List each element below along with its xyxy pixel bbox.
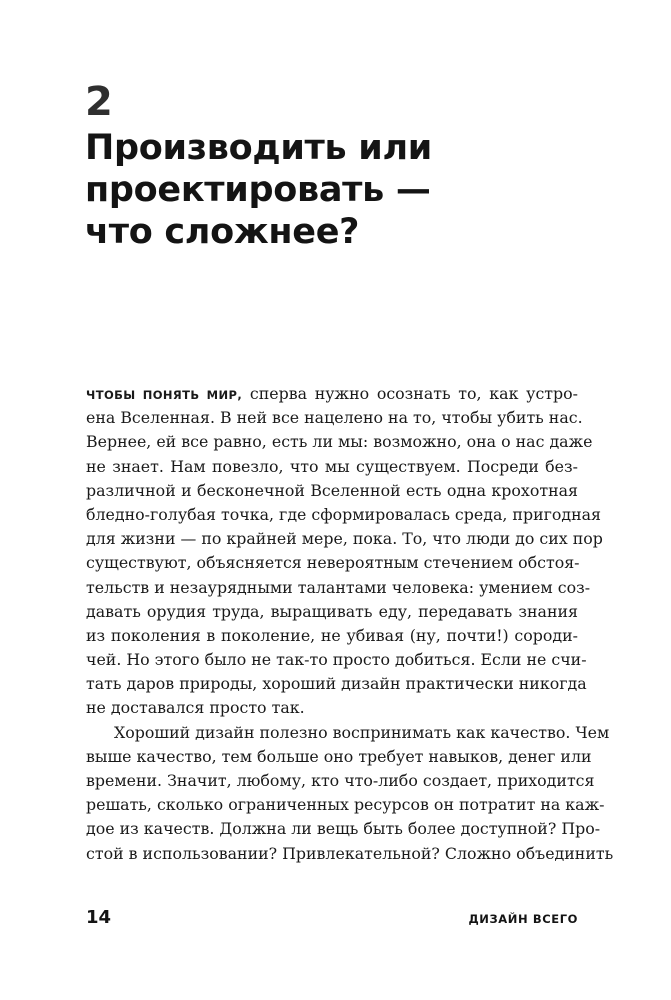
body-line: не знает. Нам повезло, что мы существуем. Посреди без-: [86, 456, 578, 476]
running-head: ДИЗАЙН ВСЕГО: [468, 912, 578, 926]
body-line: различной и бесконечной Вселенной есть одна крохотная: [86, 480, 578, 500]
chapter-title-line: что сложнее?: [85, 212, 360, 252]
body-line: времени. Значит, любому, кто что-либо создает, приходится: [86, 771, 595, 790]
chapter-number: 2: [85, 79, 113, 125]
body-line: для жизни — по крайней мере, пока. То, что люди до сих пор: [86, 529, 603, 549]
page-number: 14: [86, 907, 112, 928]
body-text: [86, 382, 614, 866]
body-line: стой в использовании? Привлекательной? Сложно объединить: [86, 843, 614, 863]
body-line: выше качество, тем больше оно требует навыков, денег или: [86, 746, 592, 766]
chapter-title-line: проектировать —: [85, 170, 431, 210]
body-line: бледно-голубая точка, где сформировалась среда, пригодная: [86, 504, 602, 524]
body-line: давать орудия труда, выращивать еду, передавать знания: [86, 601, 578, 621]
body-line: тать даров природы, хороший дизайн практически никогда: [86, 674, 587, 694]
chapter-title-line: Производить или: [85, 128, 433, 168]
body-line: Хороший дизайн полезно воспринимать как качество. Чем: [114, 722, 610, 742]
body-line: ена Вселенная. В ней все нацелено на то, чтобы убить нас.: [86, 408, 583, 428]
body-line: из поколения в поколение, не убивая (ну, почти!) сороди-: [86, 625, 578, 645]
body-line: [86, 382, 578, 406]
body-line: тельств и незаурядными талантами человека: умением соз-: [86, 577, 591, 597]
body-line-text: сперва нужно осознать то, как устро-: [242, 384, 578, 403]
body-line: существуют, объясняется невероятным стечением обстоя-: [86, 553, 580, 573]
body-line: решать, сколько ограниченных ресурсов он потратит на каж-: [86, 795, 605, 815]
body-line: не доставался просто так.: [86, 698, 305, 718]
lead-in-small-caps: ЧТОБЫ ПОНЯТЬ МИР,: [86, 388, 243, 402]
body-line: Вернее, ей все равно, есть ли мы: возможно, она о нас даже: [86, 432, 593, 452]
body-line: чей. Но этого было не так-то просто добиться. Если не счи-: [86, 650, 587, 670]
body-line: дое из качеств. Должна ли вещь быть более доступной? Про-: [86, 819, 601, 839]
chapter-title: [85, 127, 605, 253]
